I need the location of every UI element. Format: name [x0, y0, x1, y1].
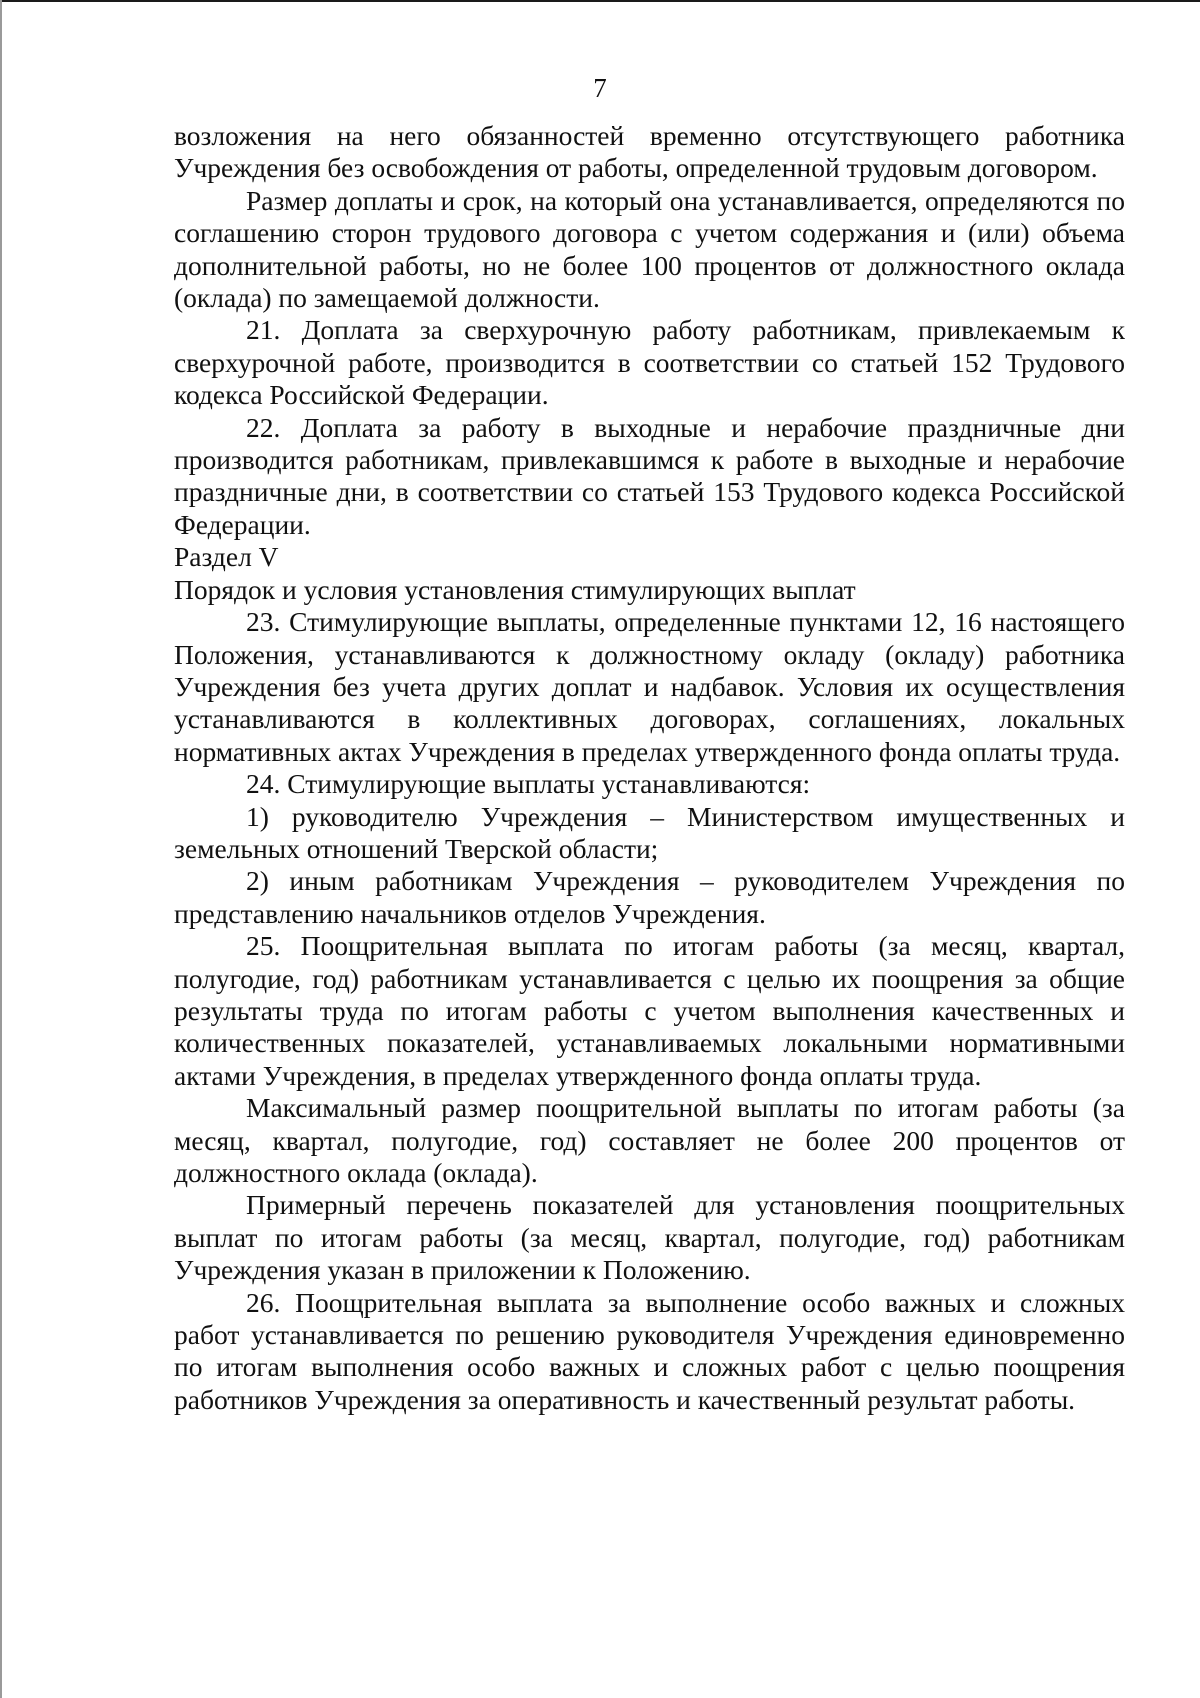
- paragraph-22: 22. Доплата за работу в выходные и нерабочие праздничные дни производится работникам, привлекавшимся к работе в выходные и нерабочие праздничные дни, в соответствии со статьей 153 Трудового кодекса Российской Федерации.: [174, 411, 1125, 540]
- paragraph-20-size: Размер доплаты и срок, на который она устанавливается, определяются по соглашению сторон трудового договора с учетом содержания и (или) объема дополнительной работы, но не более 100 процентов от должностного оклада (оклада) по замещаемой должности.: [174, 184, 1125, 314]
- paragraph-continuation: возложения на него обязанностей временно отсутствующего работника Учреждения без освобождения от работы, определенной трудовым договором.: [174, 120, 1125, 184]
- page-number: 7: [593, 73, 607, 103]
- paragraph-21: 21. Доплата за сверхурочную работу работникам, привлекаемым к сверхурочной работе, производится в соответствии со статьей 152 Трудового кодекса Российской Федерации.: [174, 314, 1125, 411]
- paragraph-23: 23. Стимулирующие выплаты, определенные пунктами 12, 16 настоящего Положения, устанавливаются к должностному окладу (окладу) работника Учреждения без учета других доплат и надбавок. Условия их осуществления устанавливаются в коллективных договорах, соглашениях, локальных нормативных актах Учреждения в пределах утвержденного фонда оплаты труда.: [174, 606, 1125, 767]
- section-title: Порядок и условия установления стимулирующих выплат: [174, 573, 856, 605]
- document-body: [174, 120, 1125, 1416]
- paragraph-24-item-1: 1) руководителю Учреждения – Министерством имущественных и земельных отношений Тверской области;: [174, 800, 1125, 864]
- paragraph-25-maximum: Максимальный размер поощрительной выплаты по итогам работы (за месяц, квартал, полугодие, год) составляет не более 200 процентов от должностного оклада (оклада).: [174, 1092, 1125, 1188]
- paragraph-26: 26. Поощрительная выплата за выполнение особо важных и сложных работ устанавливается по решению руководителя Учреждения единовременно по итогам выполнения особо важных и сложных работ с целью поощрения работников Учреждения за оперативность и качественный результат работы.: [174, 1286, 1125, 1415]
- paragraph-24: 24. Стимулирующие выплаты устанавливаются:: [246, 768, 811, 800]
- paragraph-25: 25. Поощрительная выплата по итогам работы (за месяц, квартал, полугодие, год) работникам устанавливается с целью их поощрения за общие результаты труда по итогам работы с учетом выполнения качественных и количественных показателей, устанавливаемых локальными нормативными актами Учреждения, в пределах утвержденного фонда оплаты труда.: [174, 930, 1125, 1091]
- scan-edge-top: [0, 0, 1200, 2]
- paragraph-25-indicator-list: Примерный перечень показателей для установления поощрительных выплат по итогам работы (за месяц, квартал, полугодие, год) работникам Учреждения указан в приложении к Положению.: [174, 1189, 1125, 1286]
- scan-edge-left: [0, 0, 2, 1698]
- paragraph-24-item-2: 2) иным работникам Учреждения – руководителем Учреждения по представлению начальников отделов Учреждения.: [174, 865, 1125, 929]
- section-number: Раздел V: [174, 541, 279, 573]
